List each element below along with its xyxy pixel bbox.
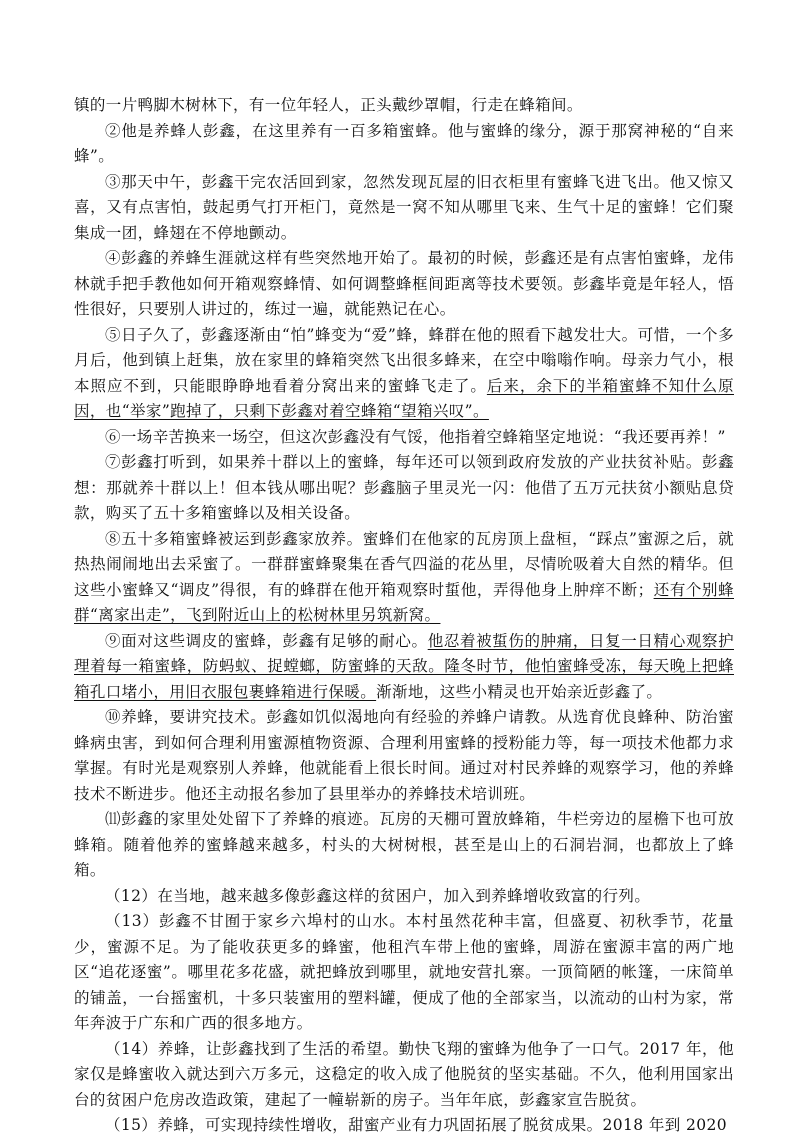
article-page bbox=[74, 93, 734, 1139]
text-segment: （14）养蜂，让彭鑫找到了生活的希望。勤快飞翔的蜜蜂为他争了一口气。2017 年，他家仅是蜂蜜收入就达到六万多元，这稳定的收入成了他脱贫的坚实基础。不久，他利用国家出台的贫困户危房改造政策，建起了一幢崭新的房子。当年年底，彭鑫家宣告脱贫。 bbox=[74, 1039, 734, 1109]
paragraph-p9 bbox=[74, 629, 734, 706]
paragraph-p3 bbox=[74, 170, 734, 247]
text-segment: 渐渐地，这些小精灵也开始亲近彭鑫了。 bbox=[376, 682, 663, 701]
paragraph-p5 bbox=[74, 323, 734, 425]
text-segment: ⑩养蜂，要讲究技术。彭鑫如饥似渴地向有经验的养蜂户请教。从选育优良蜂种、防治蜜蜂病虫害，到如何合理利用蜜源植物资源、合理利用蜜蜂的授粉能力等，每一项技术他都力求掌握。有时光是观察别人养蜂，他就能看上很长时间。通过对村民养蜂的观察学习，他的养蜂技术不断进步。他还主动报名参加了县里举办的养蜂技术培训班。 bbox=[74, 708, 734, 803]
text-segment: ⑦彭鑫打听到，如果养十群以上的蜜蜂，每年还可以领到政府发放的产业扶贫补贴。彭鑫想：那就养十群以上！但本钱从哪出呢？彭鑫脑子里灵光一闪：他借了五万元扶贫小额贴息贷款，购买了五十多箱蜜蜂以及相关设备。 bbox=[74, 453, 734, 522]
paragraph-p15 bbox=[74, 1113, 734, 1139]
paragraph-p7 bbox=[74, 450, 734, 527]
text-segment: ⑥一场辛苦换来一场空，但这次彭鑫没有气馁，他指着空蜂箱坚定地说：“我还要再养！” bbox=[105, 427, 726, 446]
text-segment: ⑾彭鑫的家里处处留下了养蜂的痕迹。瓦房的天棚可置放蜂箱，牛栏旁边的屋檐下也可放蜂箱。随着他养的蜜蜂越来越多，村头的大树树根，甚至是山上的石洞岩洞，也都放上了蜂箱。 bbox=[74, 810, 734, 879]
paragraph-p11 bbox=[74, 807, 734, 884]
underlined-sentence: 他忍着被蜇伤的肿痛，日复一日精心观察护理着每一箱蜜蜂，防蚂蚁、捉螳螂，防蜜蜂的天敌。隆冬时节，他怕蜜蜂受冻，每天晚上把蜂箱孔口堵小，用旧衣服包裹蜂箱进行保暖。 bbox=[74, 631, 734, 701]
paragraph-p13 bbox=[74, 909, 734, 1037]
text-segment: ⑤日子久了，彭鑫逐渐由“怕”蜂变为“爱”蜂，蜂群在他的照看下越发壮大。可惜，一个多月后，他到镇上赶集，放在家里的蜂箱突然飞出很多蜂来，在空中嗡嗡作响。母亲力气小，根本照应不到，只能眼睁睁地看着分窝出来的蜜蜂飞走了。 bbox=[74, 325, 734, 395]
text-segment: ②他是养蜂人彭鑫，在这里养有一百多箱蜜蜂。他与蜜蜂的缘分，源于那窝神秘的“自来蜂”。 bbox=[74, 121, 734, 165]
underlined-sentence: 还有个别蜂群“离家出走”，飞到附近山上的松树林里另筑新窝。 bbox=[74, 580, 734, 624]
text-segment: ③那天中午，彭鑫干完农活回到家，忽然发现瓦屋的旧衣柜里有蜜蜂飞进飞出。他又惊又喜，又有点害怕，鼓起勇气打开柜门，竟然是一窝不知从哪里飞来、生气十足的蜜蜂！它们聚集成一团，蜂翅在不停地颤动。 bbox=[74, 172, 734, 242]
text-segment: ④彭鑫的养蜂生涯就这样有些突然地开始了。最初的时候，彭鑫还是有点害怕蜜蜂，龙伟林就手把手教他如何开箱观察蜂情、如何调整蜂框间距离等技术要领。彭鑫毕竟是年轻人，悟性很好，只要别人讲过的，练过一遍，就能熟记在心。 bbox=[74, 249, 734, 318]
paragraph-p8 bbox=[74, 527, 734, 629]
paragraph-p14 bbox=[74, 1037, 734, 1114]
text-segment: 镇的一片鸭脚木树林下，有一位年轻人，正头戴纱罩帽，行走在蜂箱间。 bbox=[74, 96, 583, 114]
paragraph-p6 bbox=[74, 425, 734, 451]
text-segment: （15）养蜂，可实现持续性增收，甜蜜产业有力巩固拓展了脱贫成果。2018 年到 2020 bbox=[105, 1116, 728, 1134]
paragraph-p2 bbox=[74, 119, 734, 170]
paragraph-p4 bbox=[74, 246, 734, 323]
paragraph-p10 bbox=[74, 705, 734, 807]
paragraph-p12 bbox=[74, 884, 734, 910]
text-segment: （13）彭鑫不甘囿于家乡六埠村的山水。本村虽然花种丰富，但盛夏、初秋季节，花量少，蜜源不足。为了能收获更多的蜂蜜，他租汽车带上他的蜜蜂，周游在蜜源丰富的两广地区“追花逐蜜”。哪里花多花盛，就把蜂放到哪里，就地安营扎寨。一顶简陋的帐篷，一床简单的铺盖，一台摇蜜机，十多只装蜜用的塑料罐，便成了他的全部家当，以流动的山村为家，常年奔波于广东和广西的很多地方。 bbox=[74, 912, 734, 1032]
text-segment: ⑧五十多箱蜜蜂被运到彭鑫家放养。蜜蜂们在他家的瓦房顶上盘桓，“踩点”蜜源之后，就热热闹闹地出去采蜜了。一群群蜜蜂聚集在香气四溢的花丛里，尽情吮吸着大自然的精华。但这些小蜜蜂又“调皮”得很，有的蜂群在他开箱观察时蜇他，弄得他身上肿痒不断； bbox=[74, 529, 734, 599]
text-segment: （12）在当地，越来越多像彭鑫这样的贫困户，加入到养蜂增收致富的行列。 bbox=[105, 886, 651, 905]
text-segment: ⑨面对这些调皮的蜜蜂，彭鑫有足够的耐心。 bbox=[105, 631, 428, 650]
paragraph-p-cont bbox=[74, 93, 734, 119]
underlined-sentence: 后来，余下的半箱蜜蜂不知什么原因，也“举家”跑掉了，只剩下彭鑫对着空蜂箱“望箱兴叹”。 bbox=[74, 376, 734, 420]
